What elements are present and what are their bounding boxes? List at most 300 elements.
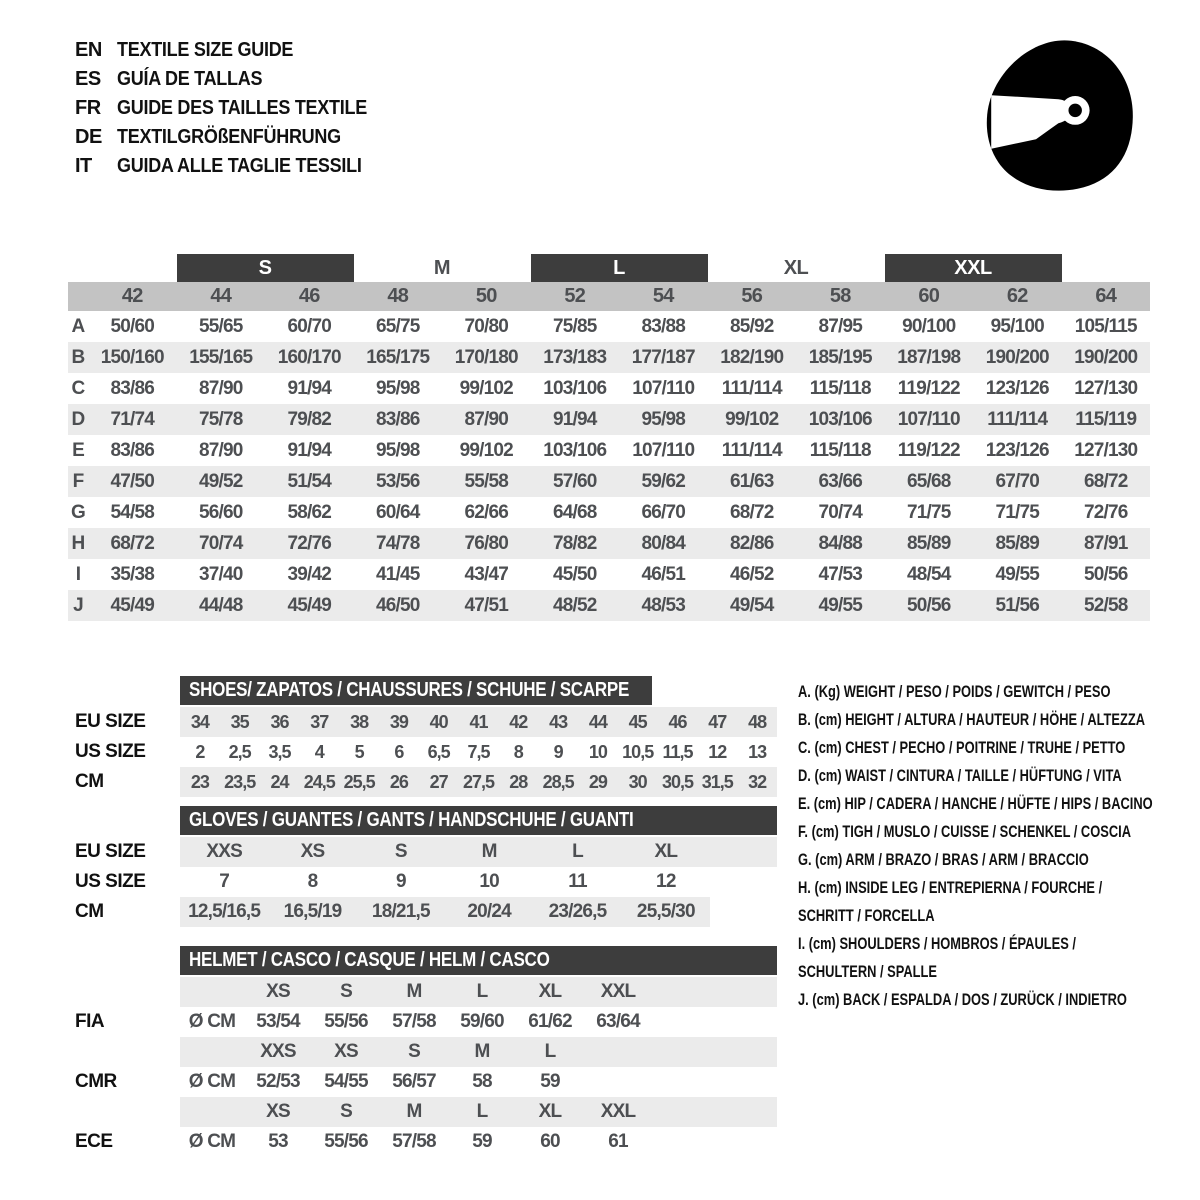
size-value: 24: [270, 771, 289, 792]
size-value: 47/53: [818, 563, 863, 585]
legend-line: B. (cm) HEIGHT / ALTURA / HAUTEUR / HÖHE / ALTEZZA: [798, 711, 1146, 729]
legend-item: [798, 818, 1200, 846]
helmet-size: S: [340, 1101, 352, 1122]
size-value: 30,5: [661, 771, 694, 792]
size-value: 10: [479, 871, 499, 892]
size-value: 47/51: [464, 594, 509, 616]
size-value: 70/80: [464, 315, 509, 337]
size-value: 44: [588, 711, 607, 732]
table-row: [180, 867, 777, 897]
size-value: 41/45: [375, 563, 420, 585]
legend-line: C. (cm) CHEST / PECHO / POITRINE / TRUHE / PETTO: [798, 739, 1126, 757]
size-value: 55/65: [198, 315, 243, 337]
size-value: 127/130: [1074, 439, 1138, 461]
size-value: 13: [748, 741, 767, 762]
size-value: 36: [270, 711, 289, 732]
language-title: TEXTILGRÖßENFÜHRUNG: [117, 126, 341, 148]
size-value: 115/119: [1075, 408, 1137, 430]
size-value: 34: [190, 711, 209, 732]
helmet-size: XXL: [600, 981, 636, 1002]
size-value: 48: [748, 711, 767, 732]
helmet-size: [584, 1037, 652, 1067]
size-value: 115/118: [809, 377, 871, 399]
size-value: 75/85: [552, 315, 597, 337]
size-value: 67/70: [995, 470, 1040, 492]
gloves-rows: [180, 837, 777, 927]
numeric-size: 44: [210, 285, 232, 307]
size-value: 107/110: [897, 408, 960, 430]
language-title: TEXTILE SIZE GUIDE: [117, 39, 294, 61]
row-grid: [180, 767, 777, 797]
size-value: 165/175: [366, 346, 430, 368]
legend-item: [798, 762, 1200, 790]
helmet-value: 61/62: [528, 1011, 572, 1032]
size-value: 35: [230, 711, 249, 732]
legend-line: SCHRITT / FORCELLA: [798, 907, 935, 925]
size-value: 83/88: [641, 315, 686, 337]
size-value: 111/114: [987, 408, 1048, 430]
legend-item: [798, 930, 1200, 986]
size-value: 90/100: [902, 315, 956, 337]
helmet-value: 60: [540, 1131, 560, 1152]
size-value: 60/64: [375, 501, 420, 523]
helmet-size: S: [340, 981, 352, 1002]
size-value: 2,5: [228, 741, 251, 762]
row-grid: [180, 737, 777, 767]
size-value: 56/60: [198, 501, 243, 523]
row-label: [75, 1097, 180, 1127]
measurement-row: [68, 373, 1150, 404]
size-value: 123/126: [985, 377, 1049, 399]
row-grid: [180, 707, 777, 737]
language-row: [75, 152, 395, 181]
measurement-row: [68, 590, 1150, 621]
gloves-table: [75, 806, 777, 927]
helmet-size: XXL: [600, 1101, 636, 1122]
helmet-value: 52/53: [256, 1071, 300, 1092]
numeric-size: 60: [918, 285, 940, 307]
legend-item: [798, 790, 1200, 818]
legend-line: E. (cm) HIP / CADERA / HANCHE / HÜFTE / HIPS / BACINO: [798, 795, 1153, 813]
helmet-title-bar: [180, 946, 777, 975]
size-value: 65/75: [375, 315, 420, 337]
language-row: [75, 123, 395, 152]
helmet-size: XL: [538, 981, 562, 1002]
helmet-value: 57/58: [392, 1131, 436, 1152]
size-value: 9: [553, 741, 563, 762]
helmet-size: XS: [266, 1101, 290, 1122]
gloves-title-bar: [180, 806, 777, 835]
size-value: 74/78: [375, 532, 420, 554]
textile-size-table: [68, 254, 1150, 621]
helmet-size: L: [544, 1041, 556, 1062]
size-value: 35/38: [110, 563, 155, 585]
helmet-value: 58: [472, 1071, 492, 1092]
shoes-rows: [180, 707, 777, 797]
size-value: 95/100: [990, 315, 1044, 337]
size-value: 49/52: [198, 470, 243, 492]
size-value: 70/74: [198, 532, 243, 554]
helmet-size: M: [406, 1101, 422, 1122]
size-group-xl: XL: [783, 256, 809, 279]
language-code: EN: [75, 39, 102, 61]
legend-item: [798, 874, 1200, 930]
size-value: 105/115: [1074, 315, 1137, 337]
size-value: 68/72: [110, 532, 155, 554]
numeric-size-spacer: [68, 282, 88, 311]
size-value: 190/200: [985, 346, 1049, 368]
measurement-row: [68, 435, 1150, 466]
size-value: 46: [668, 711, 687, 732]
size-value: 51/56: [995, 594, 1040, 616]
gloves-title: GLOVES / GUANTES / GANTS / HANDSCHUHE / GUANTI: [189, 809, 634, 831]
row-letter: G: [71, 501, 85, 523]
helmet-value: 63/64: [596, 1011, 640, 1032]
size-value: 71/75: [995, 501, 1040, 523]
size-value: 10,5: [622, 741, 654, 762]
language-code: IT: [75, 155, 92, 177]
unit-label: Ø CM: [188, 1071, 236, 1092]
helmet-value-row: [180, 1067, 777, 1097]
helmet-size: L: [476, 1101, 488, 1122]
helmet-value: 59: [540, 1071, 560, 1092]
row-label: [75, 977, 180, 1007]
size-value: 99/102: [725, 408, 779, 430]
measurement-row: [68, 528, 1150, 559]
table-row: [180, 767, 777, 797]
size-value: 54/58: [110, 501, 155, 523]
size-group-row: [68, 254, 1150, 282]
size-value: 68/72: [729, 501, 774, 523]
size-value: 20/24: [467, 901, 511, 922]
size-value: 53/56: [375, 470, 420, 492]
row-letter: J: [73, 594, 83, 616]
size-value: 127/130: [1074, 377, 1138, 399]
size-value: 85/89: [995, 532, 1040, 554]
size-value: 50/56: [906, 594, 951, 616]
size-value: 75/78: [198, 408, 243, 430]
numeric-size: 64: [1095, 285, 1117, 307]
unit-spacer: [180, 1037, 244, 1067]
shoes-title-bar: [180, 676, 652, 705]
size-value: 42: [509, 711, 528, 732]
row-label: [75, 1037, 180, 1067]
size-value: 59/62: [641, 470, 686, 492]
helmet-size: L: [476, 981, 488, 1002]
size-value: 41: [469, 711, 488, 732]
unit-label: Ø CM: [188, 1131, 236, 1152]
size-value: 29: [588, 771, 607, 792]
size-value: 82/86: [729, 532, 774, 554]
size-value: 111/114: [721, 439, 782, 461]
row-label: US SIZE: [75, 741, 146, 762]
helmet-value: 56/57: [392, 1071, 436, 1092]
table-row: [180, 897, 777, 927]
legend-line: I. (cm) SHOULDERS / HOMBROS / ÉPAULES /: [798, 935, 1076, 953]
size-value: 78/82: [552, 532, 597, 554]
size-value: 25,5: [343, 771, 375, 792]
legend-line: A. (Kg) WEIGHT / PESO / POIDS / GEWITCH / PESO: [798, 683, 1111, 701]
table-row: [180, 837, 777, 867]
standard-label: ECE: [75, 1131, 113, 1152]
row-grid: [180, 837, 710, 867]
size-value: 28: [509, 771, 528, 792]
row-label: EU SIZE: [75, 711, 146, 732]
size-value: 79/82: [287, 408, 332, 430]
size-value: 71/74: [110, 408, 155, 430]
language-code: DE: [75, 126, 102, 148]
size-group-m: M: [433, 256, 451, 279]
row-label: CM: [75, 771, 104, 792]
size-value: 95/98: [641, 408, 686, 430]
size-value: 16,5/19: [283, 901, 342, 922]
bar-spacer: [68, 254, 177, 282]
standard-label: CMR: [75, 1071, 117, 1092]
size-value: 26: [389, 771, 408, 792]
numeric-size: 42: [121, 285, 143, 307]
size-value: 61/63: [729, 470, 774, 492]
size-value: 170/180: [454, 346, 518, 368]
size-value: 115/118: [809, 439, 871, 461]
size-value: 182/190: [720, 346, 784, 368]
size-value: 190/200: [1074, 346, 1138, 368]
gloves-row-labels: [75, 806, 180, 927]
size-group-l: L: [531, 254, 708, 282]
size-value: 99/102: [459, 377, 513, 399]
size-value: 87/90: [198, 439, 243, 461]
size-value: M: [481, 841, 497, 862]
helmet-value: 54/55: [324, 1071, 368, 1092]
size-value: 95/98: [375, 439, 420, 461]
legend-line: H. (cm) INSIDE LEG / ENTREPIERNA / FOURCHE /: [798, 879, 1103, 897]
row-label: EU SIZE: [75, 841, 146, 862]
size-value: 111/114: [721, 377, 782, 399]
size-value: 103/106: [543, 439, 607, 461]
legend-line: D. (cm) WAIST / CINTURA / TAILLE / HÜFTUNG / VITA: [798, 767, 1122, 785]
size-value: 66/70: [641, 501, 686, 523]
helmet-size: XXS: [260, 1041, 296, 1062]
size-value: 11: [568, 871, 587, 892]
helmet-value: 55/56: [324, 1131, 368, 1152]
size-value: 32: [748, 771, 767, 792]
legend-item: [798, 706, 1200, 734]
size-value: 50/56: [1083, 563, 1128, 585]
legend-item: [798, 734, 1200, 762]
size-value: 119/122: [897, 377, 960, 399]
legend-line: SCHULTERN / SPALLE: [798, 963, 937, 981]
size-value: XXS: [206, 841, 242, 862]
size-value: 8: [307, 871, 318, 892]
size-value: 49/55: [818, 594, 863, 616]
size-value: 3,5: [268, 741, 291, 762]
size-value: 103/106: [543, 377, 607, 399]
row-grid: [180, 867, 710, 897]
size-value: 85/92: [729, 315, 774, 337]
helmet-size: XS: [334, 1041, 358, 1062]
size-value: 45/49: [110, 594, 155, 616]
helmet-size: M: [474, 1041, 490, 1062]
helmet-size: XL: [538, 1101, 562, 1122]
language-title: GUIDA ALLE TAGLIE TESSILI: [117, 155, 362, 177]
helmet-value: 55/56: [324, 1011, 368, 1032]
measurement-row: [68, 497, 1150, 528]
size-value: 62/66: [464, 501, 509, 523]
size-value: 44/48: [198, 594, 243, 616]
size-value: 49/54: [729, 594, 774, 616]
size-value: 72/76: [1083, 501, 1128, 523]
unit-spacer: [180, 977, 244, 1007]
size-value: 48/53: [641, 594, 686, 616]
helmet-value: 59: [472, 1131, 492, 1152]
size-value: 87/91: [1083, 532, 1128, 554]
legend-line: J. (cm) BACK / ESPALDA / DOS / ZURÜCK / INDIETRO: [798, 991, 1127, 1009]
size-value: 45: [628, 711, 647, 732]
size-value: 45/49: [287, 594, 332, 616]
size-value: 4: [314, 741, 324, 762]
helmet-size-row: [180, 1097, 777, 1127]
size-value: 46/51: [641, 563, 686, 585]
helmet-title: HELMET / CASCO / CASQUE / HELM / CASCO: [189, 949, 550, 971]
measurement-row: [68, 311, 1150, 342]
size-value: 40: [429, 711, 448, 732]
size-value: 91/94: [552, 408, 597, 430]
size-value: 7,5: [467, 741, 490, 762]
size-value: 71/75: [906, 501, 951, 523]
size-value: 150/160: [100, 346, 164, 368]
size-value: 23/26,5: [548, 901, 607, 922]
row-grid: [180, 1127, 652, 1157]
size-value: 5: [354, 741, 364, 762]
size-value: 39: [389, 711, 408, 732]
size-value: 76/80: [464, 532, 509, 554]
shoes-row-labels: [75, 676, 180, 797]
size-value: 60/70: [287, 315, 332, 337]
size-value: 12,5/16,5: [188, 901, 261, 922]
numeric-size: 56: [741, 285, 763, 307]
row-letter: E: [72, 439, 84, 461]
size-value: 46/50: [375, 594, 420, 616]
row-grid: [180, 1097, 652, 1127]
size-value: 12: [708, 741, 727, 762]
row-label: US SIZE: [75, 871, 146, 892]
bar-spacer: [1062, 254, 1151, 282]
row-grid: [180, 977, 652, 1007]
legend-item: [798, 678, 1200, 706]
language-row: [75, 65, 395, 94]
helmet-size: S: [408, 1041, 420, 1062]
row-grid: [180, 1007, 652, 1037]
size-value: 12: [656, 871, 676, 892]
size-value: 39/42: [287, 563, 332, 585]
size-value: 8: [513, 741, 523, 762]
helmet-value: 59/60: [460, 1011, 504, 1032]
size-value: 47/50: [110, 470, 155, 492]
size-value: 83/86: [110, 377, 155, 399]
size-value: 103/106: [808, 408, 872, 430]
size-value: 87/90: [464, 408, 509, 430]
size-value: 24,5: [303, 771, 335, 792]
size-value: 45/50: [552, 563, 597, 585]
size-value: 84/88: [818, 532, 863, 554]
size-value: 23,5: [224, 771, 256, 792]
helmet-value: 61: [608, 1131, 628, 1152]
size-value: 10: [588, 741, 607, 762]
measurement-row: [68, 404, 1150, 435]
legend-item: [798, 846, 1200, 874]
row-grid: [180, 897, 710, 927]
size-value: 65/68: [906, 470, 951, 492]
language-code: ES: [75, 68, 101, 90]
legend-line: G. (cm) ARM / BRAZO / BRAS / ARM / BRACCIO: [798, 851, 1089, 869]
numeric-size: 62: [1006, 285, 1028, 307]
size-value: 83/86: [110, 439, 155, 461]
size-value: 37/40: [198, 563, 243, 585]
size-value: 49/55: [995, 563, 1040, 585]
helmet-value-row: [180, 1127, 777, 1157]
size-value: 50/60: [110, 315, 155, 337]
size-value: 107/110: [632, 377, 695, 399]
size-value: 48/52: [552, 594, 597, 616]
size-value: 55/58: [464, 470, 509, 492]
size-value: 27,5: [462, 771, 495, 792]
size-value: 11,5: [662, 741, 693, 762]
helmet-size: M: [406, 981, 422, 1002]
size-value: 72/76: [287, 532, 332, 554]
size-value: 37: [310, 711, 329, 732]
size-value: 87/90: [198, 377, 243, 399]
row-letter: I: [75, 563, 81, 585]
size-value: 91/94: [287, 377, 332, 399]
size-value: 27: [429, 771, 448, 792]
numeric-size: 46: [298, 285, 320, 307]
legend-line: F. (cm) TIGH / MUSLO / CUISSE / SCHENKEL / COSCIA: [798, 823, 1131, 841]
standard-label: FIA: [75, 1011, 105, 1032]
row-letter: D: [71, 408, 85, 430]
size-value: 91/94: [287, 439, 332, 461]
helmet-value: 53: [268, 1131, 288, 1152]
size-value: 187/198: [897, 346, 961, 368]
size-value: 48/54: [906, 563, 951, 585]
measurement-row: [68, 342, 1150, 373]
shoes-table: [75, 676, 777, 797]
shoes-title: SHOES/ ZAPATOS / CHAUSSURES / SCHUHE / SCARPE: [189, 679, 630, 701]
size-value: 2: [195, 741, 205, 762]
size-value: 51/54: [287, 470, 332, 492]
numeric-size: 54: [652, 285, 674, 307]
language-title: GUIDE DES TAILLES TEXTILE: [117, 97, 367, 119]
size-value: 99/102: [459, 439, 513, 461]
size-value: 123/126: [985, 439, 1049, 461]
size-value: 6: [394, 741, 404, 762]
size-value: 28,5: [542, 771, 574, 792]
measurement-row: [68, 466, 1150, 497]
size-value: 38: [350, 711, 369, 732]
helmet-size-row: [180, 1037, 777, 1067]
row-letter: H: [71, 532, 85, 554]
numeric-size: 58: [829, 285, 851, 307]
helmet-value: [584, 1067, 652, 1097]
language-row: [75, 94, 395, 123]
size-value: 43: [549, 711, 568, 732]
table-row: [180, 707, 777, 737]
unit-label: Ø CM: [188, 1011, 236, 1032]
size-value: 85/89: [906, 532, 951, 554]
measurement-legend: [798, 678, 1200, 1014]
row-letter: B: [71, 346, 85, 368]
row-letter: A: [71, 315, 85, 337]
helmet-standard-labels: [75, 946, 180, 1157]
size-value: L: [572, 841, 583, 862]
